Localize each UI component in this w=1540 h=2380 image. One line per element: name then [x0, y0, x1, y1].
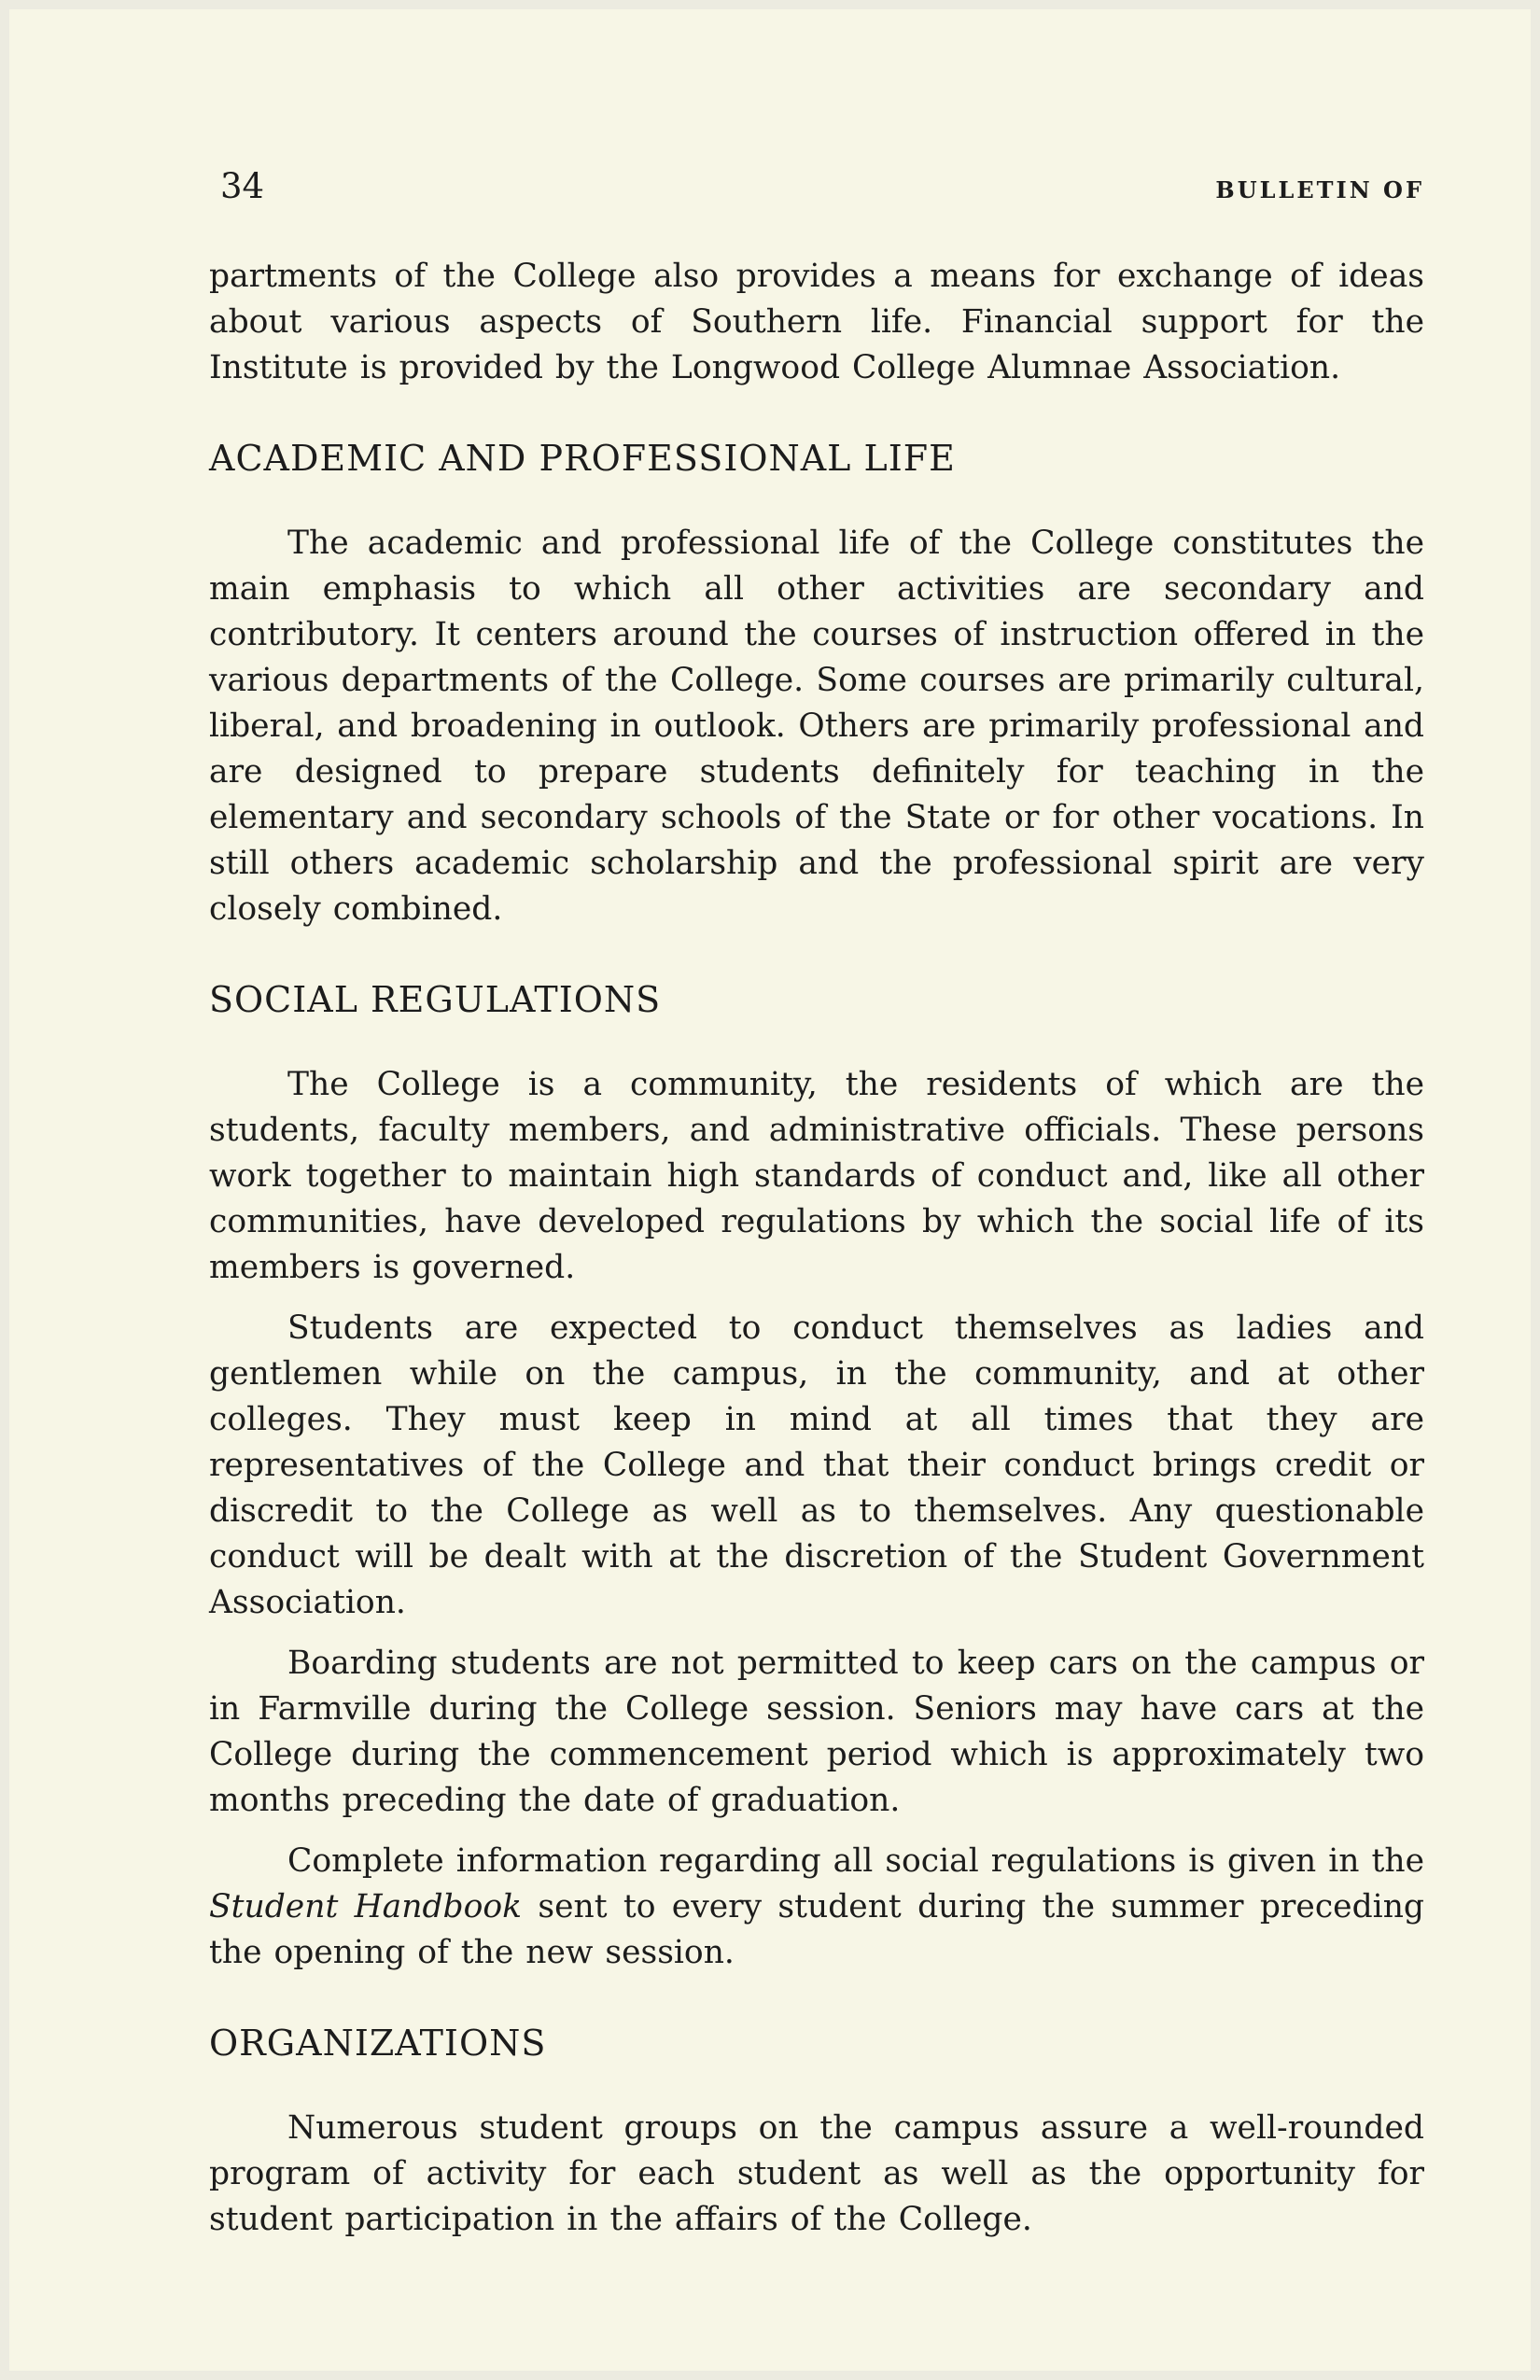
social-paragraph-3: Boarding students are not permitted to keep cars on the campus or in Farmville during the College session. Seniors may have cars at the College during the commencement period which is approximately two months preceding the date of graduation. [209, 1645, 1424, 1819]
running-head [209, 163, 1424, 210]
heading-organizations: ORGANIZATIONS [209, 2023, 547, 2064]
page-content [209, 254, 1424, 2243]
social-paragraph-1: The College is a community, the residents of which are the students, faculty members, and administrative officials. These persons work together to maintain high standards of conduct and, like all other communities, have developed regulations by which the social life of its members is governed. [209, 1066, 1424, 1286]
heading-social-regulations: SOCIAL REGULATIONS [209, 979, 662, 1020]
organizations-paragraph: Numerous student groups on the campus assure a well-rounded program of activity for each student as well as the opportunity for student participation in the affairs of the College. [209, 2109, 1424, 2238]
academic-paragraph: The academic and professional life of the College constitutes the main emphasis to which all other activities are secondary and contributory. It centers around the courses of instruction offered in the various departments of the College. Some courses are primarily cultural, liberal, and broadening in outlook. Others are primarily professional and are designed to prepare students definitely for teaching in the elementary and secondary schools of the State or for other vocations. In still others academic scholarship and the professional spirit are very closely combined. [209, 525, 1424, 928]
paragraph-text: Complete information regarding all social regulations is given in the [287, 1842, 1424, 1880]
heading-academic: ACADEMIC AND PROFESSIONAL LIFE [209, 438, 956, 479]
page-number: 34 [220, 166, 265, 206]
social-paragraph-4 [209, 1839, 1424, 1976]
handbook-title: Student Handbook [209, 1888, 523, 1925]
running-title: BULLETIN OF [1215, 176, 1424, 203]
paragraph-text: sent to every student during the summer preceding the opening of the new session. [209, 1888, 1424, 1971]
intro-paragraph: partments of the College also provides a means for exchange of ideas about various aspects of Southern life. Financial support for the Institute is provided by the Longwood College Alumnae Association. [209, 258, 1424, 386]
document-page [9, 9, 1531, 2371]
social-paragraph-2: Students are expected to conduct themselves as ladies and gentlemen while on the campus, in the community, and at other colleges. They must keep in mind at all times that they are representatives of the College and that their conduct brings credit or discredit to the College as well as to themselves. Any questionable conduct will be dealt with at the discretion of the Student Government Association. [209, 1309, 1424, 1621]
